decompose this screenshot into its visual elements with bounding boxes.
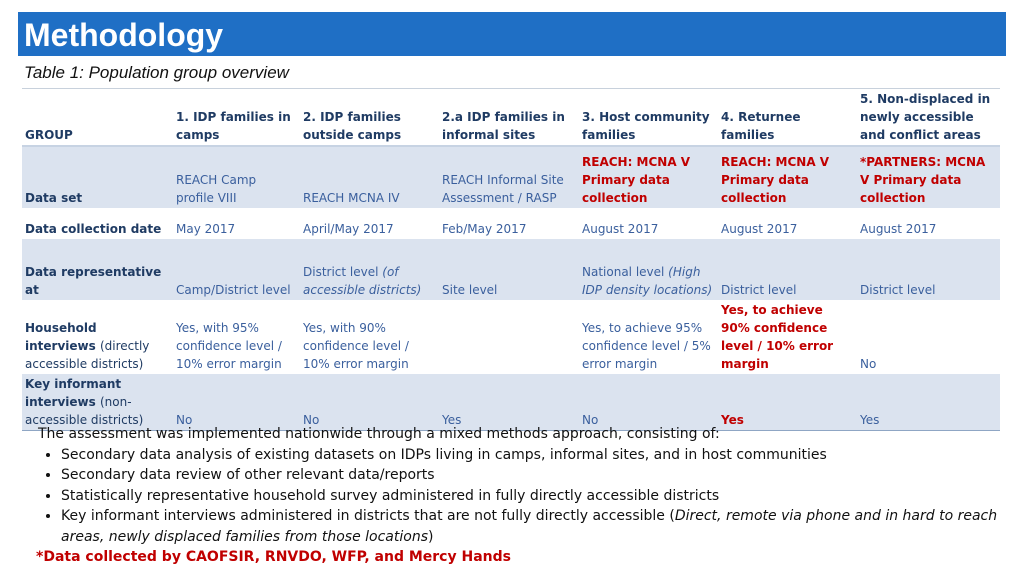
- table-caption: Table 1: Population group overview: [24, 63, 289, 82]
- table-row-representative: [22, 239, 1000, 300]
- list-item: • Secondary data review of other relevant data/reports: [61, 465, 998, 486]
- table-cell: REACH Camp profile VIII: [173, 146, 300, 208]
- table-cell: No: [857, 300, 1000, 374]
- list-item-end: ): [428, 528, 434, 545]
- table-cell: No: [300, 374, 439, 431]
- row-label-note: (directly accessible districts): [25, 339, 150, 371]
- row-label: Data collection date: [22, 208, 173, 239]
- table-row-household: [22, 300, 1000, 374]
- column-header-host-community: 3. Host community families: [579, 89, 718, 147]
- table-cell: Yes, to achieve 95% confidence level / 5% error margin: [579, 300, 718, 374]
- table-cell: Yes: [718, 374, 857, 431]
- cell-italic-text: (High IDP density locations): [582, 265, 713, 297]
- table-cell: No: [173, 374, 300, 431]
- methodology-notes: [38, 424, 998, 568]
- table-row-dataset: [22, 146, 1000, 208]
- table-cell: Camp/District level: [173, 239, 300, 300]
- column-header-idp-camps: 1. IDP families in camps: [173, 89, 300, 147]
- table-cell: August 2017: [579, 208, 718, 239]
- title-bar: [18, 12, 1006, 56]
- table-cell: [300, 239, 439, 300]
- row-label-note: (non-accessible districts): [25, 395, 144, 427]
- table-cell: REACH MCNA IV: [300, 146, 439, 208]
- column-header-group: GROUP: [22, 89, 173, 147]
- table-cell: No: [579, 374, 718, 431]
- row-label: [22, 300, 173, 374]
- table-cell: [579, 239, 718, 300]
- table-cell: August 2017: [857, 208, 1000, 239]
- cell-main-text: National level: [582, 265, 669, 279]
- row-label: [22, 374, 173, 431]
- table-cell: May 2017: [173, 208, 300, 239]
- table-cell: Site level: [439, 239, 579, 300]
- table-cell: Yes: [439, 374, 579, 431]
- table-cell: Yes, to achieve 90% confidence level / 10% error margin: [718, 300, 857, 374]
- table-cell: Yes: [857, 374, 1000, 431]
- table-row-key-informant: [22, 374, 1000, 431]
- column-header-returnee: 4. Returnee families: [718, 89, 857, 147]
- methods-list: [38, 445, 998, 548]
- table-cell: Yes, with 95% confidence level / 10% error margin: [173, 300, 300, 374]
- table-row-date: [22, 208, 1000, 239]
- table-cell: August 2017: [718, 208, 857, 239]
- row-label: Data set: [22, 146, 173, 208]
- table-cell: REACH: MCNA V Primary data collection: [718, 146, 857, 208]
- population-group-table: [22, 88, 1000, 431]
- list-item: [61, 506, 998, 547]
- column-header-idp-informal-sites: 2.a IDP families in informal sites: [439, 89, 579, 147]
- table-cell: April/May 2017: [300, 208, 439, 239]
- list-item-italic: Direct, remote via phone and in hard to reach areas, newly displaced families from those locations: [61, 508, 998, 545]
- page-title: Methodology: [24, 17, 224, 53]
- list-item: • Secondary data analysis of existing datasets on IDPs living in camps, informal sites, and in host communities: [61, 445, 998, 466]
- cell-main-text: District level: [303, 265, 383, 279]
- table-cell: REACH: MCNA V Primary data collection: [579, 146, 718, 208]
- table-cell: Feb/May 2017: [439, 208, 579, 239]
- table-cell: Yes, with 90% confidence level / 10% error margin: [300, 300, 439, 374]
- table-cell: [439, 300, 579, 374]
- row-label: Data representative at: [22, 239, 173, 300]
- table-cell: District level: [718, 239, 857, 300]
- table-cell: *PARTNERS: MCNA V Primary data collection: [857, 146, 1000, 208]
- notes-intro: The assessment was implemented nationwide through a mixed methods approach, consisting of:: [38, 426, 720, 442]
- table-cell: District level: [857, 239, 1000, 300]
- table-header-row: [22, 89, 1000, 147]
- table-cell: REACH Informal Site Assessment / RASP: [439, 146, 579, 208]
- column-header-idp-outside-camps: 2. IDP families outside camps: [300, 89, 439, 147]
- footnote: *Data collected by CAOFSIR, RNVDO, WFP, and Mercy Hands: [36, 549, 511, 565]
- row-label-bold: Key informant interviews: [25, 377, 122, 409]
- row-label-bold: Household interviews: [25, 321, 97, 353]
- cell-italic-text: (of accessible districts): [303, 265, 422, 297]
- column-header-non-displaced: 5. Non-displaced in newly accessible and conflict areas: [857, 89, 1000, 147]
- list-item: • Statistically representative household survey administered in fully directly accessible districts: [61, 486, 998, 507]
- list-item-text: Key informant interviews administered in districts that are not fully directly accessible (: [61, 508, 675, 524]
